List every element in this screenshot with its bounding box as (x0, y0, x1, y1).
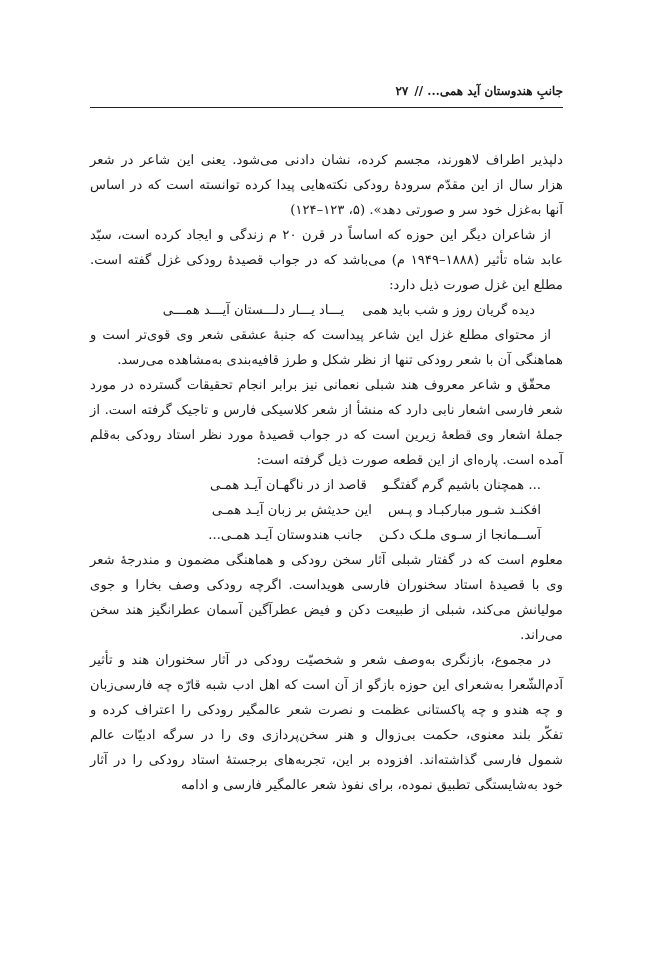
paragraph: محقّق و شاعر معروف هند شبلی نعمانی نیز برابر انجام تحقیقات گسترده در مورد شعر فارسی اشعار نابی دارد که منشأ از شعر کلاسیکی فارس و تاجیک گرفته است. از جملهٔ اشعار وی قطعهٔ زیرین است که در جواب قصیدهٔ مورد نظر استاد رودکی به‌قلم آمده است. پاره‌ای از این قطعه صورت ذیل گرفته است: (90, 378, 563, 468)
paragraph: دلپذیر اطراف لاهورند، مجسم کرده، نشان دادنی می‌شود. یعنی این شاعر در شعر هزار سال از این مقدّم سرودهٔ رودکی نکته‌هایی پیدا کرده توانسته است که در اساس آنها به‌غزل خود سر و صورتی دهد». (۵، ۱۲۳–۱۲۴) (90, 153, 563, 218)
verse-line (90, 498, 563, 523)
verse-second-hemistich: این حدیثش بر زبان آیـد همـی (211, 503, 372, 518)
verse-line (90, 523, 563, 548)
running-header (90, 84, 563, 98)
verse-second-hemistich: قاصد از در ناگهـان آیـد همـی (209, 478, 367, 493)
paragraph: معلوم است که در گفتار شبلی آثار سخن رودکی و هماهنگی مضمون و مندرجهٔ شعر وی با قصیدهٔ استاد سخنوران فارسی هویداست. اگرچه رودکی وصف بخارا و جوی مولیانش می‌کند، شبلی از طبیعت دکن و فیض عطرآگین آسمان عطرانگیز هند سخن می‌راند. (90, 553, 563, 643)
verse-first-hemistich: آســمانجا از سـوی ملـک دکـن (378, 528, 541, 543)
paragraph: در مجموع، بازنگری به‌وصف شعر و شخصیّت رودکی در آثار سخنوران هند و تأثیر آدم‌الشّعرا به‌شعرای این حوزه بازگو از آن است که اهل ادب شبه قارّه چه فارسی‌زبان و چه هندو و چه پاکستانی عظمت و نصرت شعر عالمگیر رودکی را اعتراف کرده و تفکّر بلند معنوی، حکمت بی‌زوال و هنر سخن‌پردازی وی را در سرگه ادبیّات عالم شمول فارسی گذاشته‌اند. افزوده بر این، تجربه‌های برجستهٔ استاد رودکی را در آثار خود به‌شایستگی تطبیق نموده، برای نفوذ شعر عالمگیر فارسی و ادامه (90, 653, 563, 793)
header-rule (90, 107, 563, 108)
paragraph: از شاعران دیگر این حوزه که اساساً در قرن ۲۰ م زندگی و ایجاد کرده است، سیّد عابد شاه تأثیر (۱۸۸۸–۱۹۴۹ م) می‌باشد که در جواب قصیدهٔ رودکی غزل گفته است. مطلع این غزل صورت ذیل دارد: (90, 228, 563, 293)
verse-first-hemistich: دیده گریان روز و شب باید همی (362, 303, 535, 318)
paragraph: از محتوای مطلع غزل این شاعر پیداست که جنبهٔ عشقی شعر وی قوی‌تر است و هماهنگی آن با شعر رودکی تنها از نظر شکل و طرز قافیه‌بندی به‌مشاهده می‌رسد. (90, 328, 563, 368)
verse-first-hemistich: افکنـد شـور مبارکبـاد و پـس (387, 503, 541, 518)
verse-second-hemistich: جانب هندوستان آیـد همـی... (208, 528, 363, 543)
verse-line (90, 473, 563, 498)
running-title: جانبِ هندوستان آید همی... // (414, 84, 563, 98)
verse-second-hemistich: یـــاد یـــار دلـــستان آیـــد همـــی (162, 303, 345, 318)
verse-first-hemistich: ... همچنان باشیم گرم گفتگـو (382, 478, 541, 493)
verse-line (90, 298, 563, 323)
page-number: ۲۷ (395, 84, 409, 98)
body-text (90, 148, 563, 798)
